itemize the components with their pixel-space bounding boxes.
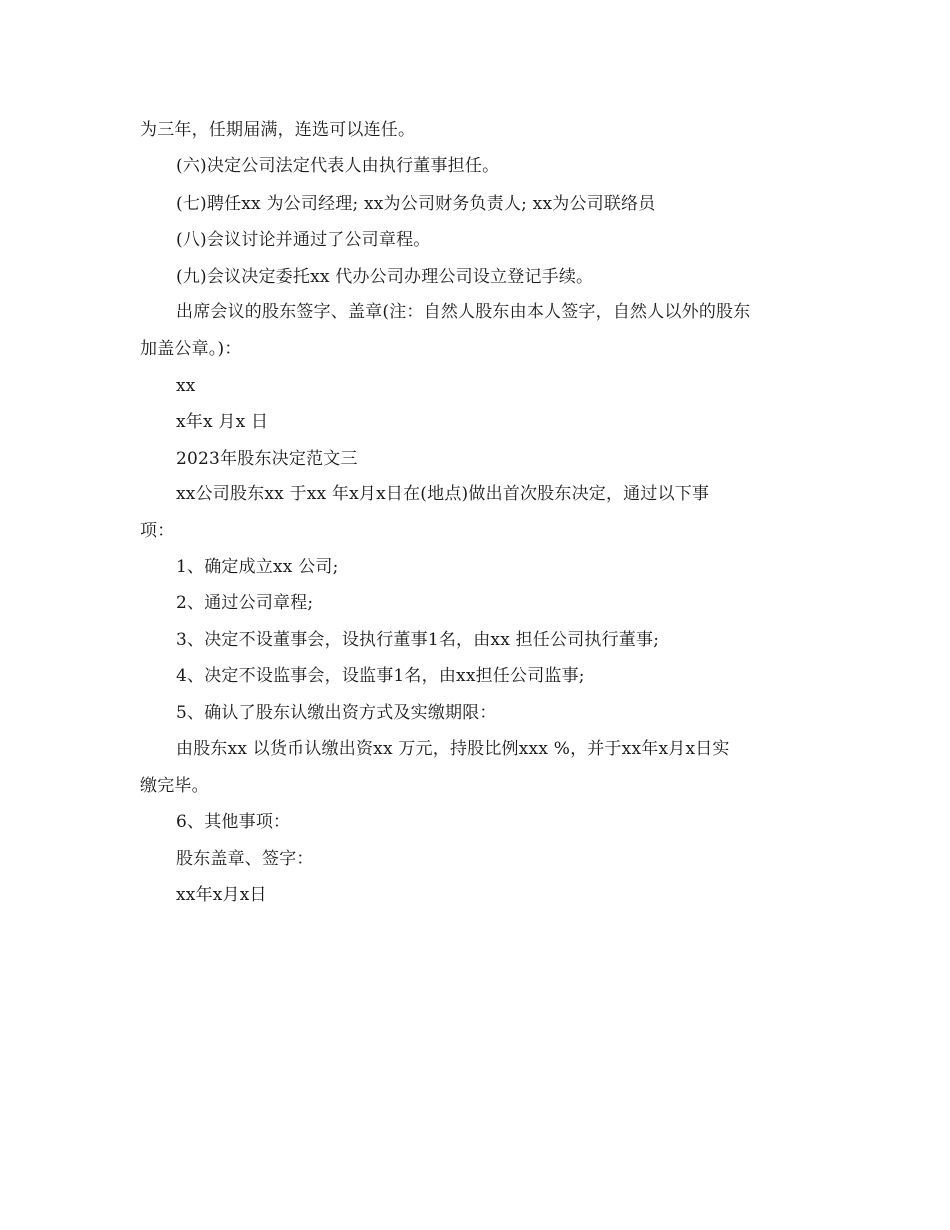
decision-item-5: 5、确认了股东认缴出资方式及实缴期限： xyxy=(176,703,497,723)
capital-contribution-cont: 缴完毕。 xyxy=(140,776,209,796)
decision-item-1: 1、确定成立xx 公司; xyxy=(176,557,339,577)
shareholder-signature: 股东盖章、签字： xyxy=(176,849,314,869)
signature-instruction: 出席会议的股东签字、盖章(注：自然人股东由本人签字，自然人以外的股东 xyxy=(176,302,751,322)
resolution-item-8: (八)会议讨论并通过了公司章程。 xyxy=(176,230,431,250)
resolution-item-9: (九)会议决定委托xx 代办公司办理公司设立登记手续。 xyxy=(176,267,594,287)
decision-item-4: 4、决定不设监事会，设监事1名，由xx担任公司监事; xyxy=(176,666,585,686)
signatory-name: xx xyxy=(176,376,196,396)
capital-contribution: 由股东xx 以货币认缴出资xx 万元，持股比例xxx %，并于xx年x月x日实 xyxy=(176,739,730,759)
closing-date: xx年x月x日 xyxy=(176,885,267,905)
resolution-item-7: (七)聘任xx 为公司经理; xx为公司财务负责人; xx为公司联络员 xyxy=(176,194,656,214)
paragraph-line: 为三年，任期届满，连选可以连任。 xyxy=(140,120,416,140)
signature-instruction-cont: 加盖公章。)： xyxy=(140,339,242,359)
decision-intro-cont: 项： xyxy=(140,521,175,541)
signature-date: x年x 月x 日 xyxy=(176,412,269,432)
decision-item-6: 6、其他事项： xyxy=(176,812,291,832)
section-heading: 2023年股东决定范文三 xyxy=(176,449,358,469)
decision-intro: xx公司股东xx 于xx 年x月x日在(地点)做出首次股东决定，通过以下事 xyxy=(176,484,710,504)
resolution-item-6: (六)决定公司法定代表人由执行董事担任。 xyxy=(176,156,500,176)
decision-item-3: 3、决定不设董事会，设执行董事1名，由xx 担任公司执行董事; xyxy=(176,630,660,650)
decision-item-2: 2、通过公司章程; xyxy=(176,593,314,613)
